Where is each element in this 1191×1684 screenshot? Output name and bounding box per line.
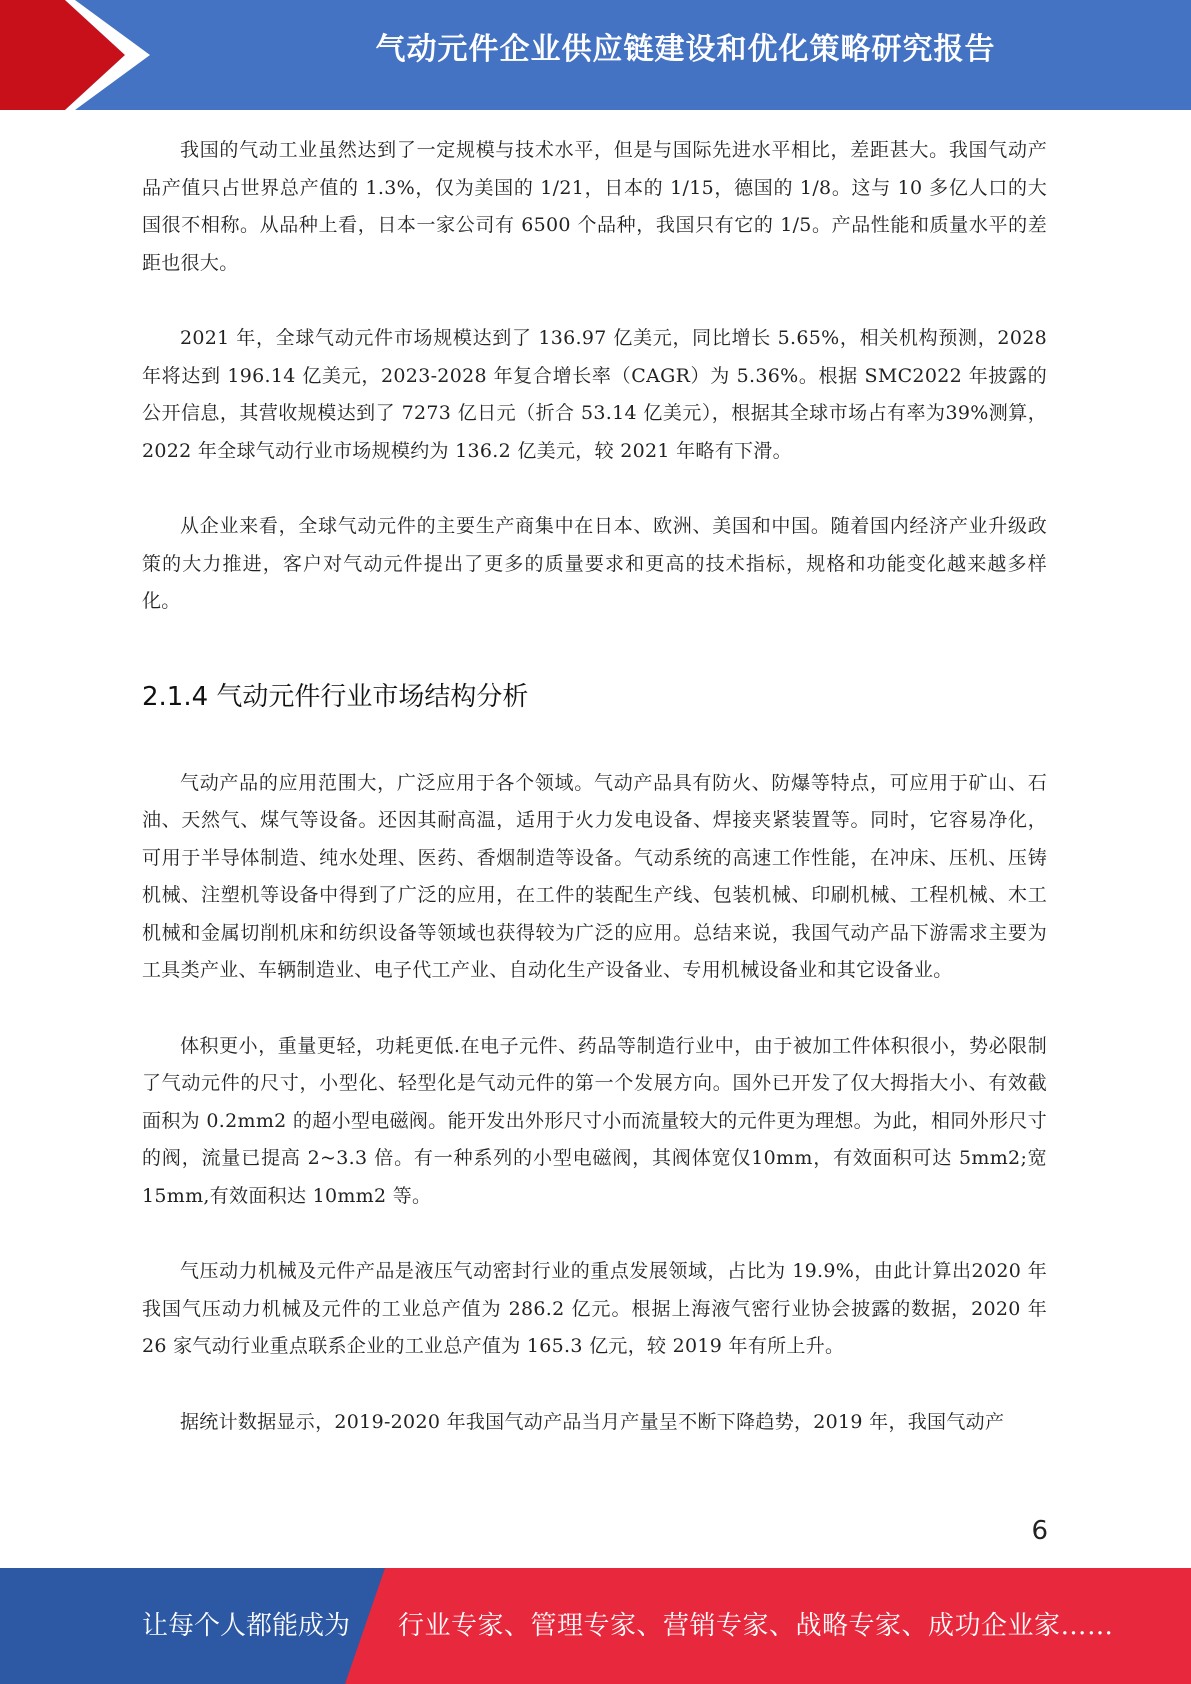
paragraph-6: 气压动力机械及元件产品是液压气动密封行业的重点发展领域，占比为 19.9%，由此计算出2020 年我国气压动力机械及元件的工业总产值为 286.2 亿元。根据上海液气密行业协会披露的数据，2020 年 26 家气动行业重点联系企业的工业总产值为 165.3 亿元，较 2019 年有所上升。 [142, 1260, 1047, 1357]
paragraph-1: 我国的气动工业虽然达到了一定规模与技术水平，但是与国际先进水平相比，差距甚大。我国气动产品产值只占世界总产值的 1.3%，仅为美国的 1/21，日本的 1/15，德国的 1/8。这与 10 多亿人口的大国很不相称。从品种上看，日本一家公司有 6500 个品种，我国只有它的 1/5。产品性能和质量水平的差距也很大。 [142, 139, 1047, 274]
header-band [0, 0, 1191, 110]
paragraph-7: 据统计数据显示，2019-2020 年我国气动产品当月产量呈不断下降趋势，2019 年，我国气动产 [180, 1410, 1005, 1433]
footer-slogan-left: 让每个人都能成为 [142, 1611, 351, 1641]
section-heading: 2.1.4 气动元件行业市场结构分析 [142, 681, 529, 712]
footer-slogan-right: 行业专家、管理专家、营销专家、战略专家、成功企业家…… [398, 1611, 1114, 1641]
page-number: 6 [1031, 1516, 1048, 1546]
report-title: 气动元件企业供应链建设和优化策略研究报告 [375, 32, 996, 67]
paragraph-3: 从企业来看，全球气动元件的主要生产商集中在日本、欧洲、美国和中国。随着国内经济产业升级政策的大力推进，客户对气动元件提出了更多的质量要求和更高的技术指标，规格和功能变化越来越多样化。 [142, 515, 1047, 612]
paragraph-4: 气动产品的应用范围大，广泛应用于各个领域。气动产品具有防火、防爆等特点，可应用于矿山、石油、天然气、煤气等设备。还因其耐高温，适用于火力发电设备、焊接夹紧装置等。同时，它容易净化，可用于半导体制造、纯水处理、医药、香烟制造等设备。气动系统的高速工作性能，在冲床、压机、压铸机械、注塑机等设备中得到了广泛的应用，在工件的装配生产线、包装机械、印刷机械、工程机械、木工机械和金属切削机床和纺织设备等领域也获得较为广泛的应用。总结来说，我国气动产品下游需求主要为工具类产业、车辆制造业、电子代工产业、自动化生产设备业、专用机械设备业和其它设备业。 [142, 771, 1047, 981]
header-arrow-decoration [0, 0, 160, 110]
paragraph-2: 2021 年，全球气动元件市场规模达到了 136.97 亿美元，同比增长 5.65%，相关机构预测，2028 年将达到 196.14 亿美元，2023-2028 年复合增长率（CAGR）为 5.36%。根据 SMC2022 年披露的公开信息，其营收规模达到了 7273 亿日元（折合 53.14 亿美元），根据其全球市场占有率为39%测算，2022 年全球气动行业市场规模约为 136.2 亿美元，较 2021 年略有下滑。 [142, 327, 1047, 462]
document-body [142, 132, 1047, 1441]
footer-band [0, 1568, 1191, 1684]
paragraph-5: 体积更小，重量更轻，功耗更低.在电子元件、药品等制造行业中，由于被加工件体积很小，势必限制了气动元件的尺寸，小型化、轻型化是气动元件的第一个发展方向。国外已开发了仅大拇指大小、有效截面积为 0.2mm2 的超小型电磁阀。能开发出外形尺寸小而流量较大的元件更为理想。为此，相同外形尺寸的阀，流量已提高 2~3.3 倍。有一种系列的小型电磁阀，其阀体宽仅10mm，有效面积可达 5mm2;宽 15mm,有效面积达 10mm2 等。 [142, 1034, 1047, 1207]
